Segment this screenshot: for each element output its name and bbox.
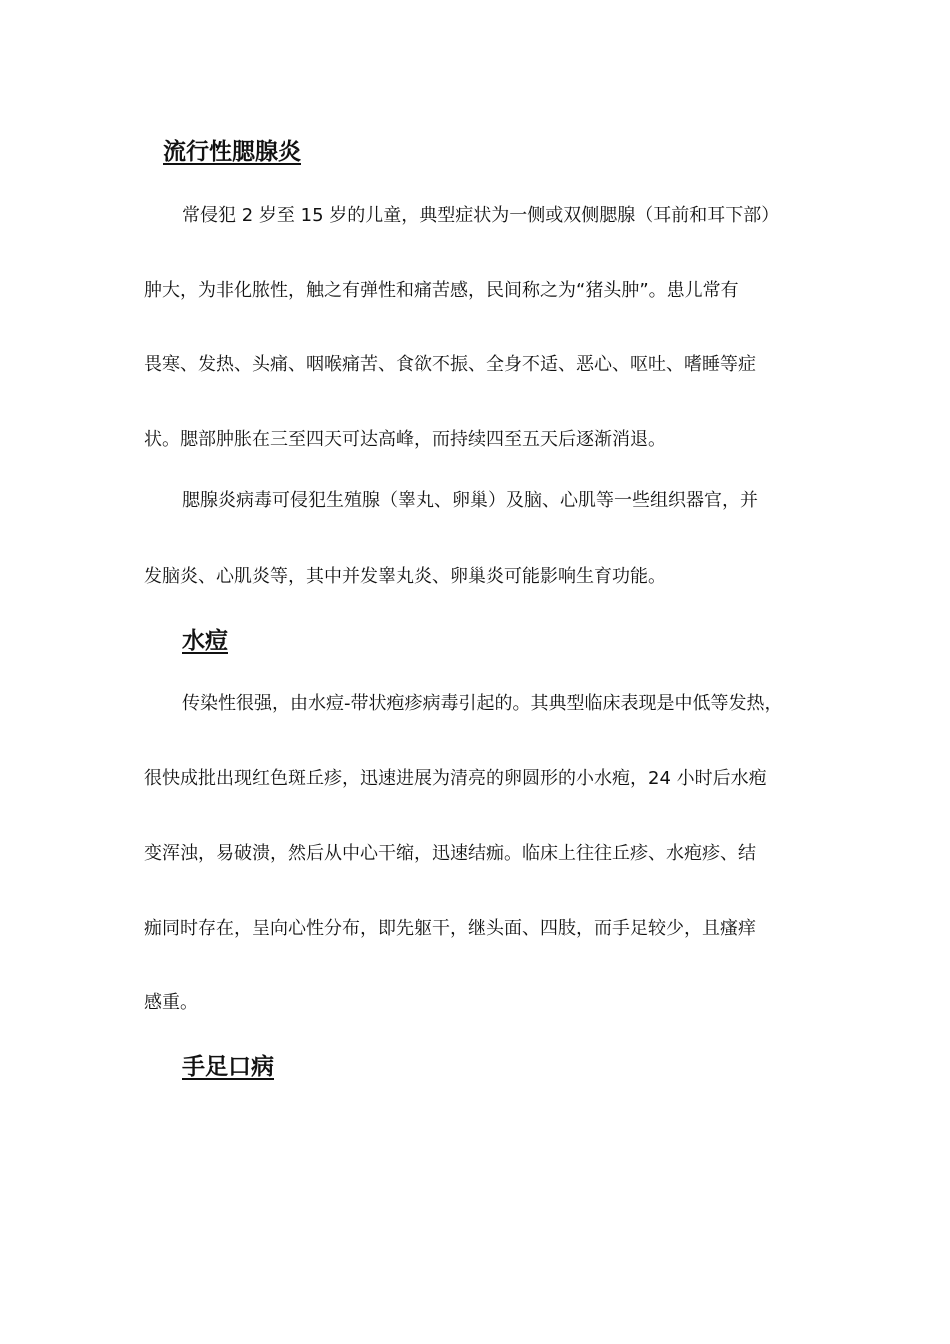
paragraph-line: 发脑炎、心肌炎等，其中并发睾丸炎、卵巢炎可能影响生育功能。 (144, 566, 666, 587)
paragraph-line: 常侵犯 2 岁至 15 岁的儿童，典型症状为一侧或双侧腮腺（耳前和耳下部） (182, 205, 780, 226)
paragraph-line: 畏寒、发热、头痛、咽喉痛苦、食欲不振、全身不适、恶心、呕吐、嗜睡等症 (144, 354, 756, 375)
paragraph-line: 传染性很强，由水痘-带状疱疹病毒引起的。其典型临床表现是中低等发热， (182, 693, 783, 714)
paragraph-line: 状。腮部肿胀在三至四天可达高峰，而持续四至五天后逐渐消退。 (144, 429, 666, 450)
paragraph-line: 腮腺炎病毒可侵犯生殖腺（睾丸、卵巢）及脑、心肌等一些组织器官，并 (182, 490, 758, 511)
paragraph-line: 痂同时存在，呈向心性分布，即先躯干，继头面、四肢，而手足较少，且瘙痒 (144, 918, 756, 939)
paragraph-line: 变浑浊，易破溃，然后从中心干缩，迅速结痂。临床上往往丘疹、水疱疹、结 (144, 843, 756, 864)
section-heading-hfmd: 手足口病 (182, 1054, 274, 1080)
paragraph-line: 感重。 (144, 992, 198, 1013)
paragraph-line: 很快成批出现红色斑丘疹，迅速进展为清亮的卵圆形的小水疱，24 小时后水疱 (144, 768, 767, 789)
section-heading-mumps: 流行性腮腺炎 (163, 139, 301, 165)
paragraph-line: 肿大，为非化脓性，触之有弹性和痛苦感，民间称之为“猪头肿”。患儿常有 (144, 280, 739, 301)
section-heading-chickenpox: 水痘 (182, 628, 228, 654)
